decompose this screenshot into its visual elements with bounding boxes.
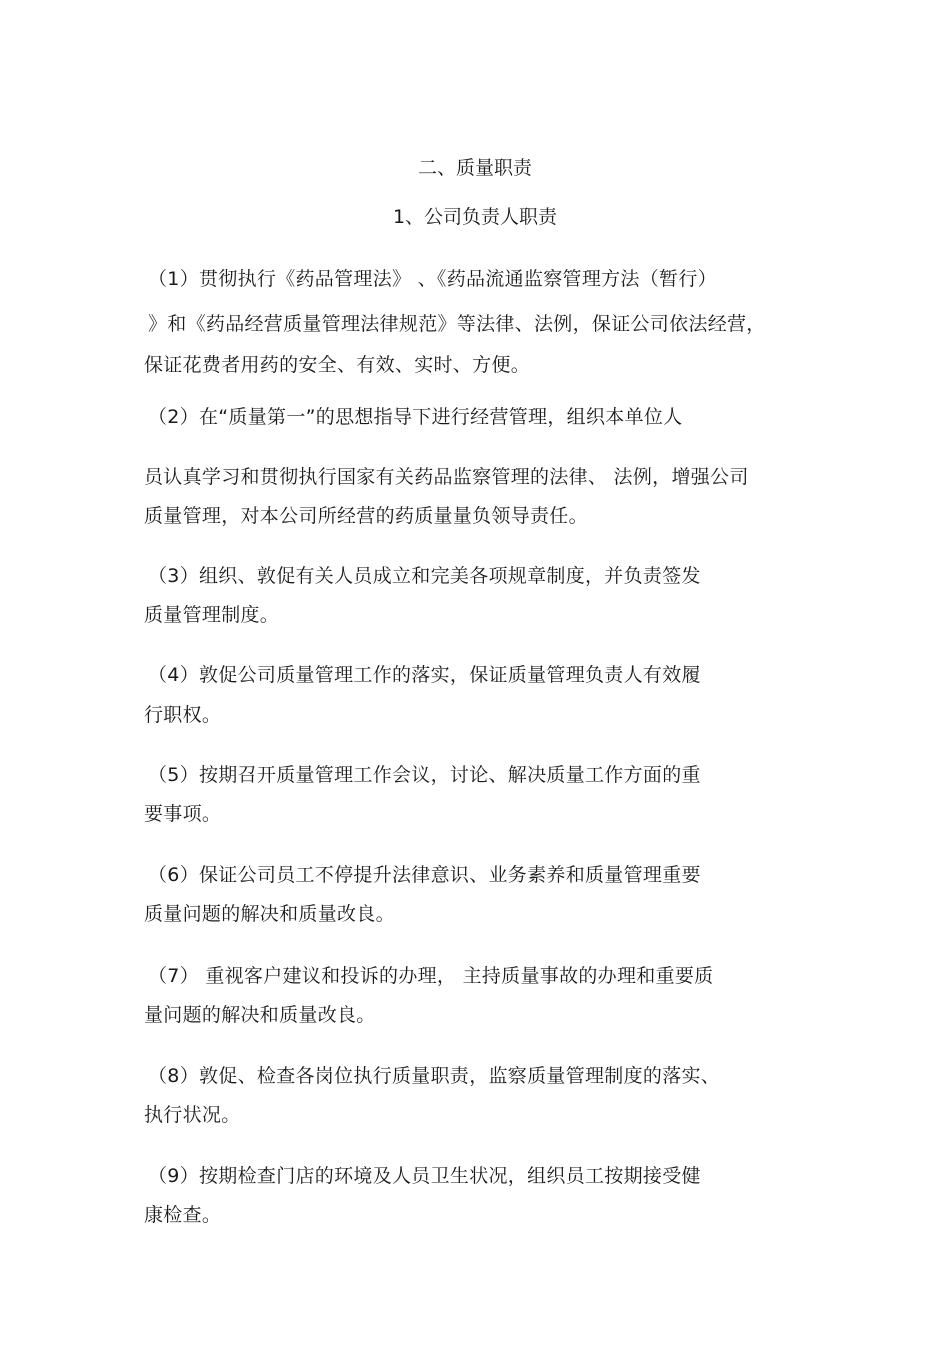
paragraph-line: 员认真学习和贯彻执行国家有关药品监察管理的法律、 法例，增强公司 — [144, 466, 749, 488]
paragraph-line: 保证花费者用药的安全、有效、实时、方便。 — [144, 354, 531, 376]
paragraph-line: 量问题的解决和质量改良。 — [144, 1004, 376, 1026]
paragraph-line: 质量管理制度。 — [144, 604, 280, 626]
paragraph-line: （1）贯彻执行《药品管理法》 、《药品流通监察管理方法（暂行） — [148, 268, 717, 290]
paragraph-line: 质量问题的解决和质量改良。 — [144, 903, 395, 925]
paragraph-line: 执行状况。 — [144, 1104, 241, 1126]
paragraph-line: （4）敦促公司质量管理工作的落实，保证质量管理负责人有效履 — [148, 664, 701, 686]
paragraph-line: （2）在“质量第一”的思想指导下进行经营管理，组织本单位人 — [148, 406, 683, 428]
paragraph-line: （7） 重视客户建议和投诉的办理， 主持质量事故的办理和重要质 — [148, 965, 714, 987]
paragraph-line: 康检查。 — [144, 1204, 222, 1226]
paragraph-line: （3）组织、敦促有关人员成立和完美各项规章制度，并负责签发 — [148, 565, 701, 587]
paragraph-line: （5）按期召开质量管理工作会议，讨论、解决质量工作方面的重 — [148, 764, 701, 786]
paragraph-line: （8）敦促、检查各岗位执行质量职责，监察质量管理制度的落实、 — [148, 1065, 721, 1087]
subsection-title: 1、公司负责人职责 — [392, 206, 558, 228]
paragraph-line: 质量管理，对本公司所经营的药质量量负领导责任。 — [144, 505, 588, 527]
section-title: 二、质量职责 — [417, 157, 532, 179]
paragraph-line: 行职权。 — [144, 704, 222, 726]
paragraph-line: 》和《药品经营质量管理法律规范》等法律、法例，保证公司依法经营， — [148, 313, 766, 335]
paragraph-line: （9）按期检查门店的环境及人员卫生状况，组织员工按期接受健 — [148, 1165, 701, 1187]
paragraph-line: 要事项。 — [144, 803, 222, 825]
paragraph-line: （6）保证公司员工不停提升法律意识、业务素养和质量管理重要 — [148, 864, 701, 886]
